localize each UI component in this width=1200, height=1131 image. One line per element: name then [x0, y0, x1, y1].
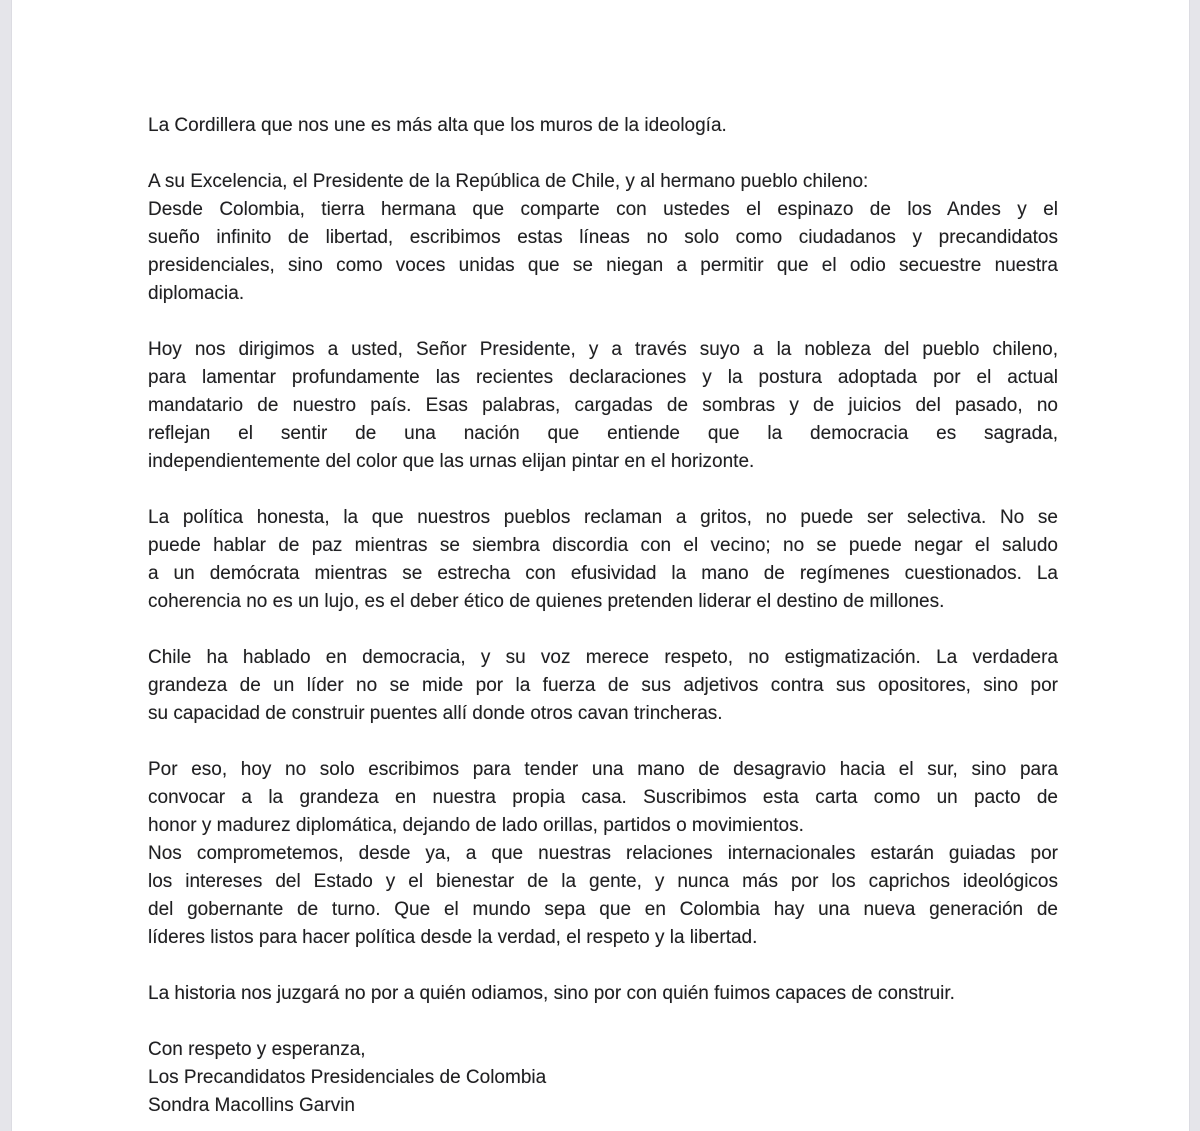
signatories-group-line: Los Precandidatos Presidenciales de Colombia [148, 1067, 547, 1088]
letter-body [11, 0, 1058, 1120]
paragraph-commitment [148, 840, 1058, 952]
paragraph-line: Nos comprometemos, desde ya, a que nuestras relaciones internacionales estarán guiadas por [148, 843, 1058, 864]
salutation-line: A su Excelencia, el Presidente de la República de Chile, y al hermano pueblo chileno: [148, 171, 869, 192]
paragraph-line: diplomacia. [148, 283, 245, 304]
valediction-line: Con respeto y esperanza, [148, 1039, 366, 1060]
paragraph-honest-politics [148, 504, 1058, 616]
paragraph-line: Chile ha hablado en democracia, y su voz merece respeto, no estigmatización. La verdadera [148, 647, 1058, 668]
paragraph-introduction [148, 196, 1058, 308]
paragraph-line: honor y madurez diplomática, dejando de lado orillas, partidos o movimientos. [148, 815, 804, 836]
paragraph-line: líderes listos para hacer política desde la verdad, el respeto y la libertad. [148, 927, 758, 948]
letter-title-line: La Cordillera que nos une es más alta que los muros de la ideología. [148, 115, 727, 136]
paragraph-line: Desde Colombia, tierra hermana que comparte con ustedes el espinazo de los Andes y el [148, 199, 1058, 220]
paragraph-line: sueño infinito de libertad, escribimos estas líneas no solo como ciudadanos y precandidatos [148, 227, 1058, 248]
paragraph-line: a un demócrata mientras se estrecha con efusividad la mano de regímenes cuestionados. La [148, 563, 1058, 584]
paragraph-line: presidenciales, sino como voces unidas que se niegan a permitir que el odio secuestre nuestra [148, 255, 1058, 276]
paragraph-line: del gobernante de turno. Que el mundo sepa que en Colombia hay una nueva generación de [148, 899, 1058, 920]
paragraph-lament [148, 336, 1058, 476]
page-right-edge [1189, 0, 1200, 1131]
closing-block [148, 1036, 1058, 1120]
paragraph-line: La historia nos juzgará no por a quién odiamos, sino por con quién fuimos capaces de construir. [148, 983, 955, 1004]
paragraph-line: puede hablar de paz mientras se siembra discordia con el vecino; no se puede negar el saludo [148, 535, 1058, 556]
paragraph-line: La política honesta, la que nuestros pueblos reclaman a gritos, no puede ser selectiva. No se [148, 507, 1058, 528]
paragraph-line: coherencia no es un lujo, es el deber ético de quienes pretenden liderar el destino de millones. [148, 591, 945, 612]
paragraph-line: para lamentar profundamente las recientes declaraciones y la postura adoptada por el actual [148, 367, 1058, 388]
paragraph-line: los intereses del Estado y el bienestar de la gente, y nunca más por los caprichos ideológicos [148, 871, 1058, 892]
paragraph-line: su capacidad de construir puentes allí donde otros cavan trincheras. [148, 703, 723, 724]
document-page [11, 0, 1190, 1131]
paragraph-pact [148, 756, 1058, 840]
paragraph-line: convocar a la grandeza en nuestra propia casa. Suscribimos esta carta como un pacto de [148, 787, 1058, 808]
paragraph-line: independientemente del color que las urnas elijan pintar en el horizonte. [148, 451, 755, 472]
page-left-edge [0, 0, 12, 1131]
paragraph-history [148, 980, 1058, 1008]
paragraph-line: mandatario de nuestro país. Esas palabras, cargadas de sombras y de juicios del pasado, no [148, 395, 1058, 416]
paragraph-line: reflejan el sentir de una nación que entiende que la democracia es sagrada, [148, 423, 1058, 444]
paragraph-line: grandeza de un líder no se mide por la fuerza de sus adjetivos contra sus opositores, sino por [148, 675, 1058, 696]
paragraph-chile-democracy [148, 644, 1058, 728]
paragraph-line: Por eso, hoy no solo escribimos para tender una mano de desagravio hacia el sur, sino para [148, 759, 1058, 780]
signatory-name: Sondra Macollins Garvin [148, 1095, 355, 1116]
paragraph-line: Hoy nos dirigimos a usted, Señor Presidente, y a través suyo a la nobleza del pueblo chileno, [148, 339, 1058, 360]
